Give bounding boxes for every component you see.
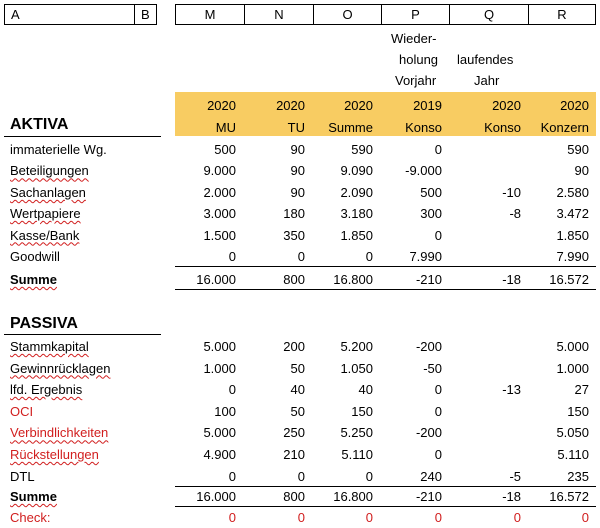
passiva-cell-o[interactable]: 150 [351,403,373,419]
passiva-cell-p[interactable]: -50 [423,360,442,376]
passiva-cell-p[interactable]: 240 [420,468,442,484]
passiva-row-label[interactable]: Rückstellungen [10,447,99,462]
aktiva-cell-o[interactable]: 2.090 [340,184,373,200]
passiva-cell-p[interactable]: -200 [415,339,442,354]
column-header-a[interactable]: A [4,4,135,25]
aktiva-sum-r[interactable]: 16.572 [549,272,589,287]
aktiva-row-label[interactable]: Beteiligungen [10,163,89,179]
check-n[interactable]: 0 [297,510,305,525]
check-label: Check: [10,510,51,525]
aktiva-cell-m[interactable]: 500 [214,142,236,157]
passiva-cell-r[interactable]: 235 [567,468,589,484]
aktiva-cell-o[interactable]: 9.090 [340,163,373,179]
aktiva-underline [4,136,161,137]
aktiva-cell-o[interactable]: 590 [351,142,373,157]
column-header-p[interactable]: P [381,4,450,25]
column-header-n[interactable]: N [244,4,314,25]
passiva-sum-p[interactable]: -210 [415,489,442,504]
aktiva-cell-r[interactable]: 90 [574,163,589,179]
aktiva-cell-n[interactable]: 90 [290,142,305,157]
aktiva-cell-r[interactable]: 7.990 [556,249,589,264]
aktiva-row-label[interactable]: Sachanlagen [10,184,86,200]
check-q[interactable]: 0 [513,510,521,525]
aktiva-cell-m[interactable]: 9.000 [203,163,236,179]
passiva-cell-m[interactable]: 0 [228,382,236,398]
subheader-m[interactable]: MU [215,120,236,135]
passiva-row-label[interactable]: Verbindlichkeiten [10,425,109,441]
aktiva-sum-o[interactable]: 16.800 [333,272,373,287]
passiva-cell-r[interactable]: 1.000 [556,360,589,376]
passiva-cell-r[interactable]: 5.110 [557,447,589,462]
check-p[interactable]: 0 [434,510,442,525]
aktiva-cell-m[interactable]: 1.500 [203,227,236,243]
passiva-title: PASSIVA [10,315,78,332]
aktiva-sum-p[interactable]: -210 [415,272,442,287]
passiva-cell-o[interactable]: 5.250 [340,425,373,441]
passiva-cell-m[interactable]: 4.900 [203,447,236,462]
aktiva-sum-q[interactable]: -18 [502,272,521,287]
passiva-sum-r[interactable]: 16.572 [549,489,589,504]
passiva-row-label[interactable]: Gewinnrücklagen [10,360,111,376]
aktiva-cell-q[interactable]: -8 [509,206,521,222]
passiva-cell-m[interactable]: 1.000 [203,360,236,376]
passiva-row-label[interactable]: lfd. Ergebnis [10,382,83,398]
aktiva-row-label[interactable]: immaterielle Wg. [10,142,107,157]
year-p[interactable]: 2019 [413,98,442,113]
passiva-sum-line [175,486,596,487]
year-header-band [175,92,596,136]
aktiva-cell-n[interactable]: 90 [290,184,305,200]
aktiva-cell-r[interactable]: 1.850 [556,227,589,243]
passiva-cell-n[interactable]: 40 [290,382,305,398]
column-header-o[interactable]: O [313,4,382,25]
year-n[interactable]: 2020 [276,98,305,113]
passiva-cell-p[interactable]: -200 [415,425,442,441]
subheader-n[interactable]: TU [287,120,305,135]
passiva-sum-o[interactable]: 16.800 [333,489,373,504]
aktiva-cell-p[interactable]: 0 [434,227,442,243]
aktiva-cell-p[interactable]: -9.000 [405,163,442,179]
passiva-cell-n[interactable]: 210 [283,447,305,462]
header-q-line2: Jahr [474,73,500,88]
aktiva-sum-bottom-line [175,289,596,290]
passiva-cell-n[interactable]: 250 [283,425,305,441]
aktiva-cell-n[interactable]: 180 [283,206,305,222]
passiva-cell-o[interactable]: 40 [358,382,373,398]
passiva-sum-q[interactable]: -18 [502,489,521,504]
passiva-cell-n[interactable]: 50 [290,360,305,376]
passiva-cell-r[interactable]: 5.000 [556,339,589,354]
aktiva-row-label[interactable]: Goodwill [10,249,60,264]
column-header-q[interactable]: Q [449,4,529,25]
aktiva-cell-r[interactable]: 3.472 [556,206,589,222]
aktiva-cell-o[interactable]: 3.180 [340,206,373,222]
passiva-cell-n[interactable]: 50 [290,403,305,419]
year-o[interactable]: 2020 [344,98,373,113]
year-m[interactable]: 2020 [207,98,236,113]
passiva-cell-o[interactable]: 0 [365,468,373,484]
header-q-line1: laufendes [457,52,514,67]
aktiva-cell-m[interactable]: 0 [228,249,236,264]
aktiva-row-label[interactable]: Wertpapiere [10,206,81,222]
passiva-cell-r[interactable]: 27 [574,382,589,398]
passiva-sum-bottom-line [175,506,596,507]
aktiva-cell-n[interactable]: 350 [283,227,305,243]
year-r[interactable]: 2020 [560,98,589,113]
column-header-r[interactable]: R [528,4,596,25]
aktiva-sum-m[interactable]: 16.000 [196,272,236,287]
header-p-line3: Vorjahr [395,73,437,88]
passiva-cell-r[interactable]: 150 [567,403,589,419]
header-p-line2: holung [399,52,439,67]
aktiva-cell-m[interactable]: 3.000 [203,206,236,222]
passiva-cell-m[interactable]: 0 [228,468,236,484]
aktiva-cell-p[interactable]: 7.990 [409,249,442,264]
passiva-row-label[interactable]: OCI [10,403,34,419]
passiva-row-label[interactable]: Stammkapital [10,339,89,354]
check-r[interactable]: 0 [581,510,589,525]
aktiva-row-label[interactable]: Kasse/Bank [10,227,80,243]
aktiva-cell-m[interactable]: 2.000 [203,184,236,200]
subheader-r[interactable]: Konzern [540,120,589,135]
passiva-cell-n[interactable]: 200 [283,339,305,354]
passiva-row-label[interactable]: DTL [10,468,35,484]
aktiva-cell-p[interactable]: 0 [434,142,442,157]
passiva-cell-r[interactable]: 5.050 [556,425,589,441]
check-m[interactable]: 0 [228,510,236,525]
aktiva-sum-line [175,266,596,267]
aktiva-sum-label: Summe [10,272,57,287]
check-o[interactable]: 0 [365,510,373,525]
passiva-sum-n[interactable]: 800 [283,489,305,504]
subheader-q[interactable]: Konso [484,120,521,135]
year-q[interactable]: 2020 [492,98,521,113]
column-header-m[interactable]: M [175,4,245,25]
passiva-sum-label: Summe [10,489,57,504]
passiva-cell-m[interactable]: 5.000 [203,339,236,354]
aktiva-cell-p[interactable]: 300 [420,206,442,222]
passiva-cell-o[interactable]: 5.110 [341,447,373,462]
passiva-sum-m[interactable]: 16.000 [196,489,236,504]
passiva-cell-o[interactable]: 5.200 [340,339,373,354]
passiva-cell-p[interactable]: 0 [434,403,442,419]
aktiva-cell-o[interactable]: 1.850 [340,227,373,243]
column-header-b[interactable]: B [134,4,157,25]
passiva-cell-p[interactable]: 0 [434,447,442,462]
passiva-cell-m[interactable]: 5.000 [203,425,236,441]
header-p-line1: Wieder- [391,31,437,46]
aktiva-title: AKTIVA [10,116,69,133]
aktiva-cell-r[interactable]: 590 [567,142,589,157]
aktiva-cell-o[interactable]: 0 [365,249,373,264]
passiva-cell-q[interactable]: -13 [502,382,521,398]
passiva-cell-m[interactable]: 100 [214,403,236,419]
aktiva-sum-n[interactable]: 800 [283,272,305,287]
passiva-underline [4,334,161,335]
subheader-p[interactable]: Konso [405,120,442,135]
aktiva-cell-p[interactable]: 500 [420,184,442,200]
passiva-cell-n[interactable]: 0 [297,468,305,484]
passiva-cell-q[interactable]: -5 [509,468,521,484]
aktiva-cell-n[interactable]: 0 [297,249,305,264]
aktiva-cell-r[interactable]: 2.580 [556,184,589,200]
passiva-cell-o[interactable]: 1.050 [340,360,373,376]
subheader-o[interactable]: Summe [328,120,373,135]
passiva-cell-p[interactable]: 0 [434,382,442,398]
aktiva-cell-n[interactable]: 90 [290,163,305,179]
aktiva-cell-q[interactable]: -10 [502,184,521,200]
